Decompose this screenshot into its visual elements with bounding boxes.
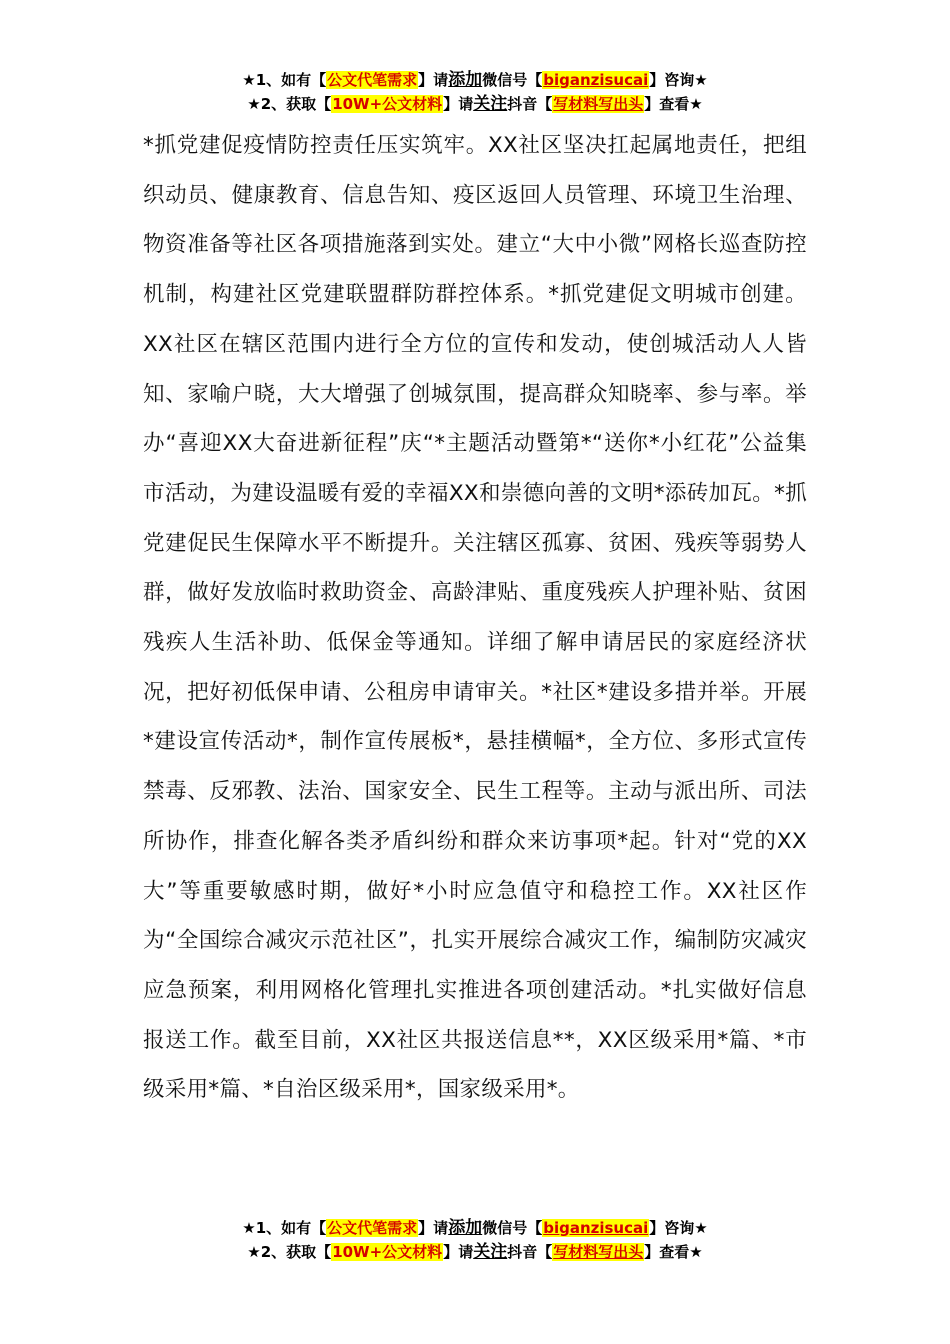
header-line-1 bbox=[0, 68, 950, 92]
header-line-2-mid-2: 抖音【 bbox=[507, 95, 553, 113]
header-line-2-prefix: ★2、获取【 bbox=[247, 95, 332, 113]
footer-line-2-douyin-id: 写材料写出头 bbox=[553, 1243, 644, 1261]
footer-line-2-mid-2: 抖音【 bbox=[507, 1243, 553, 1261]
header-line-1-mid-2: 微信号【 bbox=[482, 71, 543, 89]
header-line-2-suffix: 】查看★ bbox=[644, 95, 703, 113]
header-banner bbox=[0, 68, 950, 116]
footer-line-1-emphasis: 添加 bbox=[448, 1218, 483, 1238]
footer-banner bbox=[0, 1216, 950, 1264]
footer-line-1-prefix: ★1、如有【 bbox=[242, 1219, 327, 1237]
footer-line-1-mid: 】请 bbox=[418, 1219, 449, 1237]
header-line-1-wechat-id: biganzisucai bbox=[543, 71, 649, 89]
footer-line-2-prefix: ★2、获取【 bbox=[247, 1243, 332, 1261]
header-line-2-tag-materials: 10W+公文材料 bbox=[332, 95, 443, 113]
footer-line-1-tag-service: 公文代笔需求 bbox=[327, 1219, 418, 1237]
header-line-2-douyin-id: 写材料写出头 bbox=[553, 95, 644, 113]
footer-line-2-mid: 】请 bbox=[443, 1243, 474, 1261]
header-line-2-emphasis: 关注 bbox=[473, 94, 508, 114]
document-body-paragraph: *抓党建促疫情防控责任压实筑牢。XX社区坚决扛起属地责任，把组织动员、健康教育、信息告知、疫区返回人员管理、环境卫生治理、物资准备等社区各项措施落到实处。建立“大中小微”网格长巡查防控机制，构建社区党建联盟群防群控体系。*抓党建促文明城市创建。XX社区在辖区范围内进行全方位的宣传和发动，使创城活动人人皆知、家喻户晓，大大增强了创城氛围，提高群众知晓率、参与率。举办“喜迎XX大奋进新征程”庆“*主题活动暨第*“送你*小红花”公益集市活动，为建设温暖有爱的幸福XX和崇德向善的文明*添砖加瓦。*抓党建促民生保障水平不断提升。关注辖区孤寡、贫困、残疾等弱势人群，做好发放临时救助资金、高龄津贴、重度残疾人护理补贴、贫困残疾人生活补助、低保金等通知。详细了解申请居民的家庭经济状况，把好初低保申请、公租房申请审关。*社区*建设多措并举。开展*建设宣传活动*，制作宣传展板*，悬挂横幅*，全方位、多形式宣传禁毒、反邪教、法治、国家安全、民生工程等。主动与派出所、司法所协作，排查化解各类矛盾纠纷和群众来访事项*起。针对“党的XX大”等重要敏感时期，做好*小时应急值守和稳控工作。XX社区作为“全国综合减灾示范社区”，扎实开展综合减灾工作，编制防灾减灾应急预案，利用网格化管理扎实推进各项创建活动。*扎实做好信息报送工作。截至目前，XX社区共报送信息**，XX区级采用*篇、*市级采用*篇、*自治区级采用*，国家级采用*。 bbox=[143, 133, 807, 1103]
footer-line-2-suffix: 】查看★ bbox=[644, 1243, 703, 1261]
footer-line-2 bbox=[0, 1240, 950, 1264]
header-line-1-prefix: ★1、如有【 bbox=[242, 71, 327, 89]
footer-line-1-mid-2: 微信号【 bbox=[482, 1219, 543, 1237]
header-line-1-emphasis: 添加 bbox=[448, 70, 483, 90]
header-line-2 bbox=[0, 92, 950, 116]
header-line-1-suffix: 】咨询★ bbox=[649, 71, 708, 89]
footer-line-2-tag-materials: 10W+公文材料 bbox=[332, 1243, 443, 1261]
header-line-2-mid: 】请 bbox=[443, 95, 474, 113]
header-line-1-mid: 】请 bbox=[418, 71, 449, 89]
header-line-1-tag-service: 公文代笔需求 bbox=[327, 71, 418, 89]
footer-line-1 bbox=[0, 1216, 950, 1240]
footer-line-2-emphasis: 关注 bbox=[473, 1242, 508, 1262]
footer-line-1-suffix: 】咨询★ bbox=[649, 1219, 708, 1237]
footer-line-1-wechat-id: biganzisucai bbox=[543, 1219, 649, 1237]
